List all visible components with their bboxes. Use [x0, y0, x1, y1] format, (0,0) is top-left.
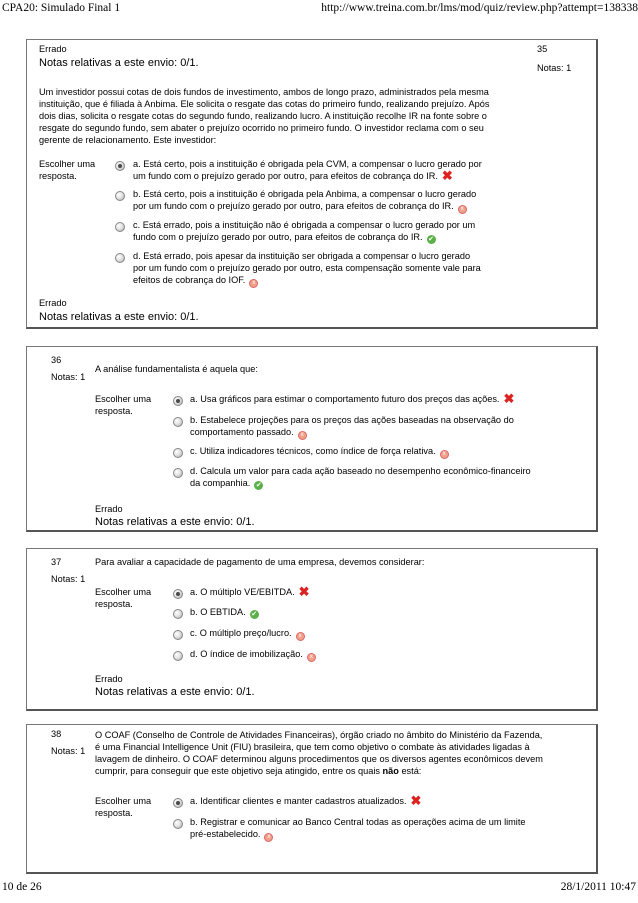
- option-a-radio[interactable]: [173, 798, 183, 808]
- question-36: [26, 346, 598, 532]
- option-a-radio[interactable]: [173, 589, 183, 599]
- incorrect-icon: x: [296, 632, 305, 641]
- option-c-radio[interactable]: [173, 630, 183, 640]
- status-label: Errado: [95, 504, 123, 514]
- grade-note-bottom: Notas relativas a este envio: 0/1.: [39, 311, 199, 323]
- incorrect-icon: x: [440, 450, 449, 459]
- correct-icon: ✔: [428, 236, 435, 243]
- print-datetime: 28/1/2011 10:47: [560, 881, 636, 893]
- page-url: http://www.treina.com.br/lms/mod/quiz/review.php?attempt=138338: [321, 2, 638, 14]
- option-c-radio[interactable]: [115, 222, 125, 232]
- option-d-radio[interactable]: [115, 253, 125, 263]
- question-score: Notas: 1: [51, 574, 86, 584]
- option-b-radio[interactable]: [115, 191, 125, 201]
- option-a[interactable]: a. Está certo, pois a instituição é obrigada pela CVM, a compensar o lucro gerado por um fundo com o prejuízo gerado por outro, para efeitos de cobrança do IR. ✖: [133, 159, 482, 183]
- option-d[interactable]: d. O índice de imobilização. x: [190, 648, 316, 662]
- wrong-answer-icon: ✖: [503, 391, 515, 406]
- grade-note: Notas relativas a este envio: 0/1.: [39, 57, 199, 69]
- incorrect-icon: x: [264, 833, 273, 842]
- incorrect-icon: x: [249, 279, 258, 288]
- incorrect-icon: x: [307, 653, 316, 662]
- page-title: CPA20: Simulado Final 1: [2, 2, 121, 14]
- grade-note: Notas relativas a este envio: 0/1.: [95, 516, 255, 528]
- question-number: 38: [51, 729, 62, 739]
- option-b[interactable]: b. O EBTIDA. ✔: [190, 607, 258, 618]
- question-number: 35: [537, 44, 548, 54]
- option-b[interactable]: b. Está certo, pois a instituição é obrigada pela Anbima, a compensar o lucro gerado por um fundo com o prejuízo gerado por outro, para efeitos de cobrança do IR. x: [133, 189, 477, 212]
- choose-label: Escolher uma resposta.: [39, 159, 96, 181]
- question-37: [26, 548, 598, 711]
- question-score: Notas: 1: [51, 372, 86, 382]
- incorrect-icon: x: [458, 205, 467, 214]
- question-38: [26, 724, 598, 874]
- choose-label: Escolher uma resposta.: [95, 394, 152, 416]
- option-d[interactable]: d. Está errado, pois apesar da instituição ser obrigada a compensar o lucro gerado por um fundo com o prejuízo gerado por outro, esta compensação somente vale para efeitos de cobrança do IOF. x: [133, 251, 481, 286]
- question-number: 36: [51, 355, 62, 365]
- option-b[interactable]: b. Estabelece projeções para os preços das ações baseadas na observação do comportamento passado. x: [190, 415, 514, 438]
- question-text: O COAF (Conselho de Controle de Atividades Financeiras), órgão criado no âmbito do Ministério da Fazenda, é uma Financial Intelligence Unit (FIU) brasileira, que tem como objetivo o combate às atividades ligadas à lavagem de dinheiro. O COAF determinou alguns procedimentos que os diversos agentes econômicos devem cumprir, para conseguir que este objetivo seja atingido, entre os quais não está:: [95, 730, 543, 776]
- correct-icon: ✔: [251, 611, 258, 618]
- option-b-radio[interactable]: [173, 609, 183, 619]
- option-a[interactable]: a. Usa gráficos para estimar o comportamento futuro dos preços das ações. ✖: [190, 391, 515, 406]
- option-a-radio[interactable]: [115, 161, 125, 171]
- question-score: Notas: 1: [51, 746, 86, 756]
- question-text: A análise fundamentalista é aquela que:: [95, 364, 258, 374]
- option-a[interactable]: a. O múltiplo VE/EBITDA. ✖: [190, 584, 310, 599]
- status-label-bottom: Errado: [39, 298, 67, 308]
- option-b-radio[interactable]: [173, 417, 183, 427]
- option-a[interactable]: a. Identificar clientes e manter cadastros atualizados. ✖: [190, 793, 422, 808]
- option-b[interactable]: b. Registrar e comunicar ao Banco Central todas as operações acima de um limite pré-estabelecido. x: [190, 817, 526, 840]
- question-35: [26, 39, 598, 329]
- question-text: Para avaliar a capacidade de pagamento de uma empresa, devemos considerar:: [95, 557, 425, 567]
- choose-label: Escolher uma resposta.: [95, 796, 152, 818]
- option-d-radio[interactable]: [173, 651, 183, 661]
- grade-note: Notas relativas a este envio: 0/1.: [95, 686, 255, 698]
- page-counter: 10 de 26: [2, 881, 42, 893]
- status-label: Errado: [39, 44, 67, 54]
- option-c[interactable]: c. O múltiplo preço/lucro. x: [190, 627, 305, 641]
- option-d-radio[interactable]: [173, 468, 183, 478]
- question-text: Um investidor possui cotas de dois fundos de investimento, ambos de longo prazo, administrados pela mesma instituição, que é filiada à Anbima. Ele solicita o resgate das cotas do primeiro fundo, realizando prejuízo. Após dois dias, solicita o resgate cotas do segundo fundo, realizando lucro. A instituição recolhe IR na fonte sobre o resgate do segundo fundo, sem abater o prejuízo ocorrido no primeiro fundo. O investidor reclama com o seu gerente de relacionamento. Este investidor:: [39, 87, 490, 145]
- status-label: Errado: [95, 674, 123, 684]
- option-b-radio[interactable]: [173, 819, 183, 829]
- option-c[interactable]: c. Utiliza indicadores técnicos, como índice de força relativa. x: [190, 445, 590, 459]
- correct-icon: ✔: [255, 482, 262, 489]
- option-c-radio[interactable]: [173, 448, 183, 458]
- incorrect-icon: x: [298, 431, 307, 440]
- option-d[interactable]: d. Calcula um valor para cada ação baseado no desempenho econômico-financeiro da companhia. ✔: [190, 466, 531, 489]
- wrong-answer-icon: ✖: [441, 168, 453, 183]
- option-a-radio[interactable]: [173, 396, 183, 406]
- wrong-answer-icon: ✖: [410, 793, 422, 808]
- option-c[interactable]: c. Está errado, pois a instituição não é obrigada a compensar o lucro gerado por um fundo com o prejuízo gerado por outro, para efeitos de cobrança do IR. ✔: [133, 220, 476, 243]
- choose-label: Escolher uma resposta.: [95, 587, 152, 609]
- wrong-answer-icon: ✖: [298, 584, 310, 599]
- question-number: 37: [51, 557, 62, 567]
- question-score: Notas: 1: [537, 63, 572, 73]
